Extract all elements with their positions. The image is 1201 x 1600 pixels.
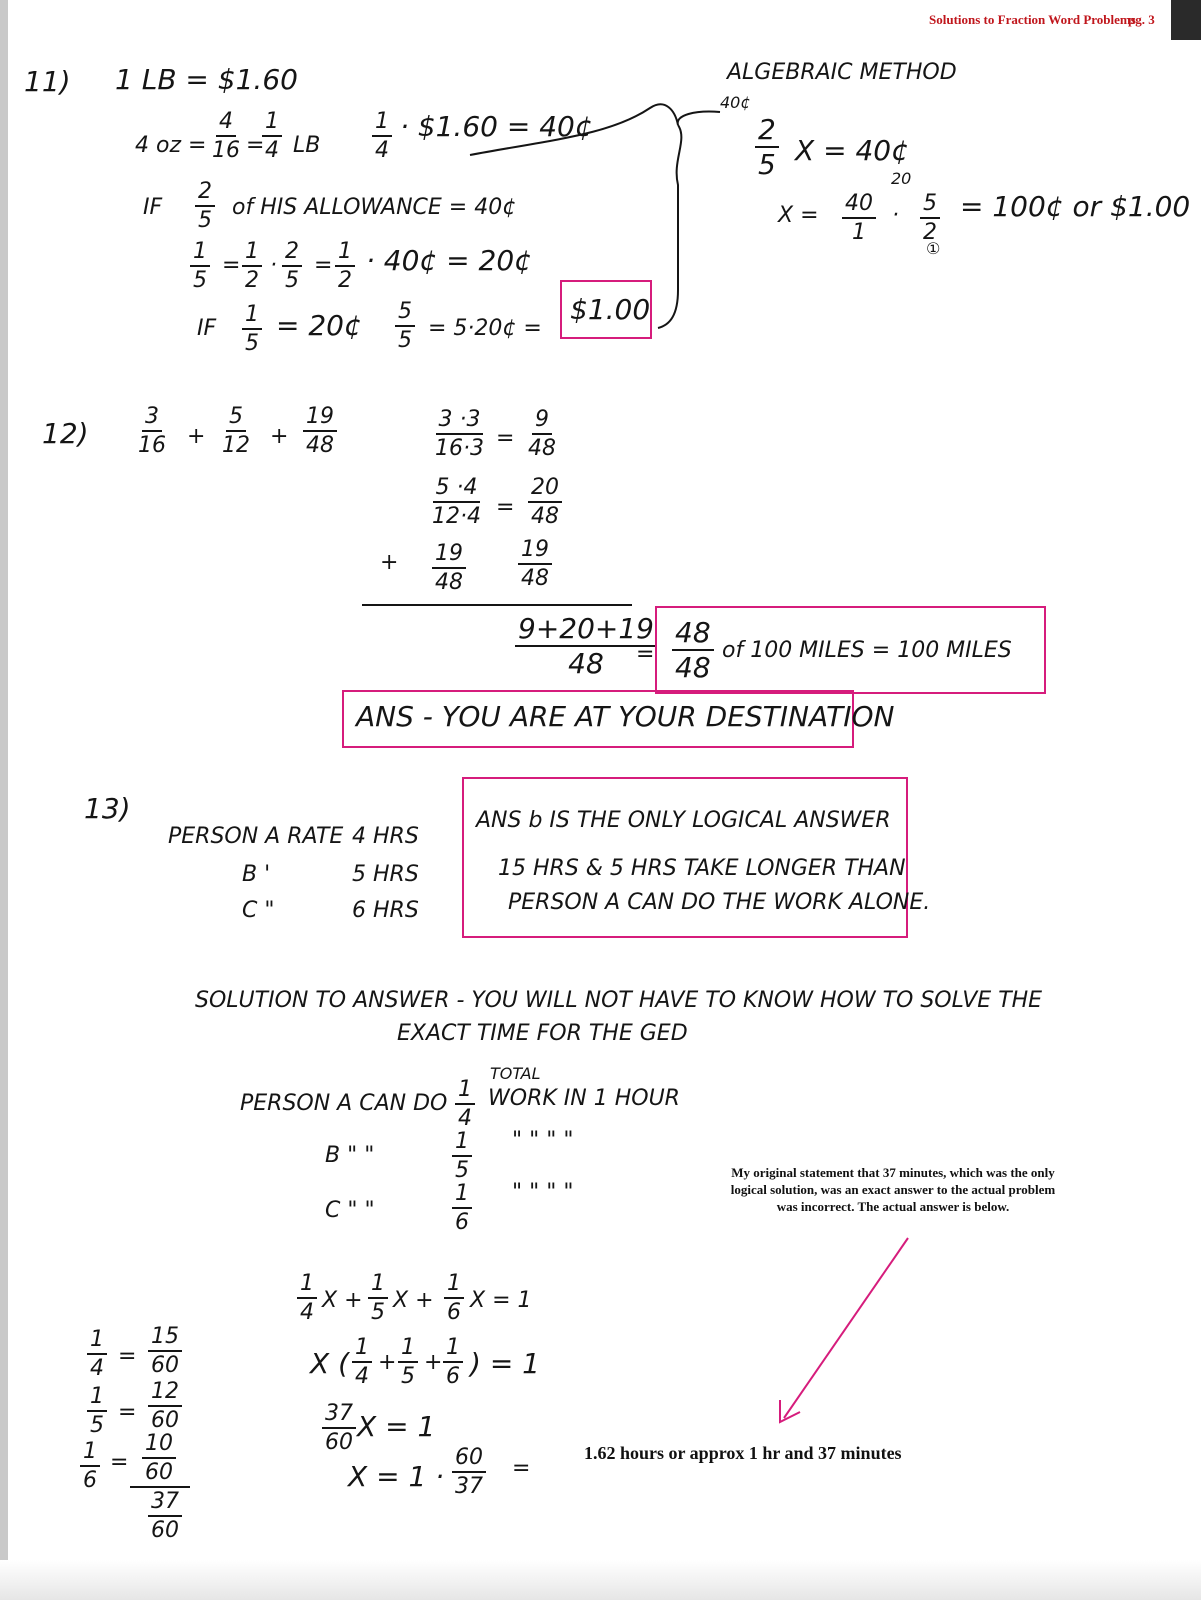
p11-frac-2-5b: $\frac{2}{5}$ bbox=[282, 240, 302, 292]
p11-frac-4-16: $\frac{4}{16}$ bbox=[212, 109, 240, 164]
p11-half-allowance: · 40¢ = 20¢ bbox=[366, 244, 532, 277]
p13-eq3-frac: $\frac{37}{60}$ bbox=[322, 1402, 356, 1454]
p12-step3-left: $\frac{19}{48}$ bbox=[432, 542, 466, 594]
p12-step1-right: $\frac{9}{48}$ bbox=[528, 407, 556, 462]
p13-eq2-open: X ( bbox=[310, 1347, 350, 1380]
p12-result-frac: $\frac{48}{48}$ bbox=[672, 618, 714, 683]
p13-answer-line2: 15 HRS & 5 HRS TAKE LONGER THAN bbox=[498, 856, 906, 881]
p13-rate-a-value: 4 HRS bbox=[352, 824, 419, 849]
p13-eq4-frac: $\frac{60}{37}$ bbox=[452, 1446, 486, 1498]
p13-rate-c-value: 6 HRS bbox=[352, 898, 419, 923]
p12-step3-plus: + bbox=[380, 550, 399, 575]
p12-step2-left: $\frac{5 \cdot 4}{12\cdot 4}$ bbox=[432, 475, 481, 530]
p12-plus1: + bbox=[187, 424, 206, 449]
p13-solution-line2: EXACT TIME FOR THE GED bbox=[397, 1021, 688, 1046]
p11-connector-bracket bbox=[460, 90, 740, 340]
p13-conv-sum-rule bbox=[130, 1486, 190, 1488]
p13-eq2-close: ) = 1 bbox=[470, 1347, 540, 1380]
alg-40-note: 40¢ bbox=[720, 93, 751, 112]
p11-if2: IF bbox=[197, 316, 217, 341]
alg-line1: X = 40¢ bbox=[795, 134, 909, 167]
p13-total: TOTAL bbox=[490, 1064, 541, 1083]
header-title: Solutions to Fraction Word Problems bbox=[929, 12, 1136, 27]
p13-work-hour: WORK IN 1 HOUR bbox=[488, 1086, 680, 1111]
p13-eq2-frac-a: $\frac{1}{4}$ bbox=[352, 1336, 372, 1388]
p13-eq2-plus2: + bbox=[424, 1350, 443, 1375]
correction-note: My original statement that 37 minutes, which was the only logical solution, was an exact answer to the actual problem was incorrect. The actual answer is below. bbox=[730, 1165, 1056, 1214]
pointer-arrow bbox=[770, 1232, 920, 1432]
scan-left-edge bbox=[0, 0, 8, 1600]
p11-frac-1-2: $\frac{1}{2}$ bbox=[242, 240, 262, 292]
alg-dot: · bbox=[892, 203, 899, 228]
p13-conv1-left: $\frac{1}{4}$ bbox=[87, 1328, 107, 1380]
p12-frac-19-48: $\frac{19}{48}$ bbox=[303, 405, 337, 457]
scan-corner-shadow bbox=[1171, 0, 1201, 40]
p13-eq2-frac-c: $\frac{1}{6}$ bbox=[443, 1336, 463, 1388]
p13-conv-sum: $\frac{37}{60}$ bbox=[148, 1490, 182, 1542]
p11-eq: = bbox=[246, 133, 265, 158]
p13-conv3-right: $\frac{10}{60}$ bbox=[142, 1432, 176, 1484]
p13-rate-b-value: 5 HRS bbox=[352, 862, 419, 887]
p11-eq2: = bbox=[222, 253, 241, 278]
p12-sum-frac: $\frac{9+20+19}{48}$ bbox=[515, 614, 657, 679]
p12-step3-right: $\frac{19}{48}$ bbox=[518, 538, 552, 590]
p13-answer-line1: ANS b IS THE ONLY LOGICAL ANSWER bbox=[476, 808, 891, 833]
p12-plus2: + bbox=[270, 424, 289, 449]
p13-frac-a: $\frac{1}{4}$ bbox=[455, 1078, 475, 1130]
p13-eq4-text: X = 1 · bbox=[348, 1460, 445, 1493]
p13-eq1-frac-c: $\frac{1}{6}$ bbox=[444, 1272, 464, 1324]
p11-frac-1-2b: $\frac{1}{2}$ bbox=[335, 240, 355, 292]
p11-lb: LB bbox=[293, 133, 321, 158]
alg-sup-20: 20 bbox=[891, 169, 912, 188]
alg-x: X = bbox=[778, 203, 819, 228]
p13-rate-b-label: B ' bbox=[242, 862, 271, 887]
algebraic-method-title: ALGEBRAIC METHOD bbox=[727, 60, 957, 85]
p11-frac-1-4: $\frac{1}{4}$ bbox=[262, 110, 282, 162]
p13-eq1-text-b: X + bbox=[393, 1288, 434, 1313]
p12-frac-3-16: $\frac{3}{16}$ bbox=[138, 404, 166, 459]
p12-step2-eq: = bbox=[496, 495, 515, 520]
p11-dot: · bbox=[270, 253, 277, 278]
p13-frac-b: $\frac{1}{5}$ bbox=[452, 1130, 472, 1182]
p13-conv1-right: $\frac{15}{60}$ bbox=[148, 1325, 182, 1377]
p11-frac-2-5: $\frac{2}{5}$ bbox=[195, 180, 215, 232]
problem-13-number: 13) bbox=[84, 792, 131, 825]
p13-conv3-eq: = bbox=[110, 1450, 129, 1475]
page-number: pg. 3 bbox=[1128, 12, 1155, 27]
final-answer: 1.62 hours or approx 1 hr and 37 minutes bbox=[584, 1443, 902, 1463]
p11-answer: $1.00 bbox=[570, 293, 651, 326]
p13-person-b: B " " bbox=[325, 1143, 375, 1168]
p12-sum-eq: = bbox=[636, 642, 655, 667]
p11-frac-5-5: $\frac{5}{5}$ bbox=[395, 300, 415, 352]
p11-frac-1-5b: $\frac{1}{5}$ bbox=[242, 303, 262, 355]
p11-frac-1-5: $\frac{1}{5}$ bbox=[190, 240, 210, 292]
p11-price-quarter: · $1.60 = 40¢ bbox=[400, 110, 593, 143]
p12-answer: ANS - YOU ARE AT YOUR DESTINATION bbox=[356, 700, 895, 733]
p13-eq1-text-a: X + bbox=[322, 1288, 363, 1313]
p13-conv2-left: $\frac{1}{5}$ bbox=[87, 1385, 107, 1437]
p13-eq1-frac-b: $\frac{1}{5}$ bbox=[368, 1272, 388, 1324]
p12-result-text: of 100 MILES = 100 MILES bbox=[722, 638, 1012, 663]
p13-person-a: PERSON A CAN DO bbox=[240, 1091, 448, 1116]
p13-conv2-eq: = bbox=[118, 1400, 137, 1425]
p11-allowance: of HIS ALLOWANCE = 40¢ bbox=[232, 195, 517, 220]
p13-eq1-text-c: X = 1 bbox=[470, 1288, 532, 1313]
p11-if: IF bbox=[143, 195, 163, 220]
p11-oz: 4 oz = bbox=[135, 133, 207, 158]
p13-eq2-plus1: + bbox=[378, 1350, 397, 1375]
scan-bottom-edge bbox=[0, 1560, 1201, 1600]
p13-conv1-eq: = bbox=[118, 1344, 137, 1369]
p13-eq2-frac-b: $\frac{1}{5}$ bbox=[398, 1336, 418, 1388]
p12-step2-right: $\frac{20}{48}$ bbox=[528, 476, 562, 528]
p12-frac-5-12: $\frac{5}{12}$ bbox=[222, 404, 250, 459]
p12-step1-eq: = bbox=[496, 426, 515, 451]
p11-line1: 1 LB = $1.60 bbox=[115, 63, 298, 96]
p13-eq3-text: X = 1 bbox=[357, 1410, 436, 1443]
p13-eq1-frac-a: $\frac{1}{4}$ bbox=[297, 1272, 317, 1324]
p13-rate-c-label: C " bbox=[242, 898, 275, 923]
p13-ditto-b: " " " " bbox=[512, 1128, 574, 1153]
alg-result: = 100¢ or $1.00 bbox=[960, 190, 1191, 223]
p13-conv2-right: $\frac{12}{60}$ bbox=[148, 1380, 182, 1432]
p13-eq4-eq: = bbox=[512, 1456, 531, 1481]
alg-frac-40-1: $\frac{40}{1}$ bbox=[842, 192, 876, 244]
p13-rate-a-label: PERSON A RATE bbox=[168, 824, 344, 849]
p11-eq3: = bbox=[314, 253, 333, 278]
p13-solution-line1: SOLUTION TO ANSWER - YOU WILL NOT HAVE TO KNOW HOW TO SOLVE THE bbox=[195, 988, 1043, 1013]
alg-frac-5-2: $\frac{5}{2}$ bbox=[920, 192, 940, 244]
problem-11-number: 11) bbox=[24, 65, 71, 98]
p13-ditto-c: " " " " bbox=[512, 1180, 574, 1205]
alg-sub-1: ① bbox=[926, 239, 941, 258]
p11-frac-1-4b: $\frac{1}{4}$ bbox=[372, 110, 392, 162]
p12-sum-rule bbox=[362, 604, 632, 606]
p13-conv3-left: $\frac{1}{6}$ bbox=[80, 1440, 100, 1492]
problem-12-number: 12) bbox=[42, 417, 89, 450]
p13-answer-line3: PERSON A CAN DO THE WORK ALONE. bbox=[508, 890, 931, 915]
p11-fifth-value: = 20¢ bbox=[276, 309, 362, 342]
p13-person-c: C " " bbox=[325, 1198, 375, 1223]
alg-frac-2-5: $\frac{2}{5}$ bbox=[755, 115, 779, 180]
p13-frac-c: $\frac{1}{6}$ bbox=[452, 1182, 472, 1234]
p11-calc: = 5·20¢ = bbox=[428, 316, 542, 341]
p12-step1-left: $\frac{3 \cdot 3}{16\cdot 3}$ bbox=[435, 407, 484, 462]
